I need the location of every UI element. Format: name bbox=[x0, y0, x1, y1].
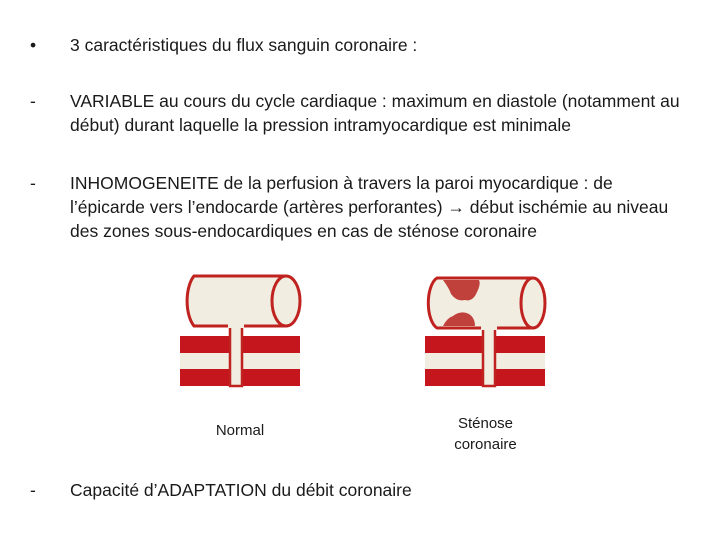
bullet-intro bbox=[30, 33, 690, 57]
stenose-vessel-figure bbox=[415, 270, 555, 395]
bullet-text: 3 caractéristiques du flux sanguin coronaire : bbox=[70, 35, 418, 55]
bullet-adaptation bbox=[30, 478, 690, 502]
bullet-text: Capacité d’ADAPTATION du débit coronaire bbox=[70, 480, 412, 500]
stenose-caption bbox=[438, 413, 533, 455]
bullet-marker: - bbox=[30, 480, 36, 500]
perforating-artery bbox=[481, 322, 497, 386]
bullet-text: VARIABLE au cours du cycle cardiaque : maximum en diastole (notamment au début) durant laquelle la pression intramyocardique est minimale bbox=[70, 91, 680, 135]
bullet-text-start: INHOMOGENEITE de la perfusion à travers la paroi myocardique : de l’épicarde vers l’endocarde (artères perforantes) bbox=[70, 173, 613, 217]
arrow-icon: → bbox=[447, 197, 465, 217]
vessel-cylinder bbox=[187, 276, 300, 326]
normal-caption: Normal bbox=[215, 422, 265, 439]
bullet-text bbox=[70, 171, 690, 243]
bullet-marker: - bbox=[30, 91, 36, 111]
bullet-marker: - bbox=[30, 173, 36, 193]
perforating-artery bbox=[228, 320, 244, 386]
bullet-marker: • bbox=[30, 35, 37, 55]
vessel-cylinder bbox=[428, 278, 545, 328]
bullet-text-end: début ischémie au niveau des zones sous-endocardiques en cas de sténose coronaire bbox=[70, 197, 669, 241]
normal-vessel-figure bbox=[170, 268, 310, 393]
stenose-caption-line1: Sténose bbox=[457, 415, 514, 432]
bullet-variable bbox=[30, 89, 690, 137]
stenose-caption-line2: coronaire bbox=[454, 436, 517, 453]
bullet-inhomogeneite bbox=[30, 171, 690, 243]
